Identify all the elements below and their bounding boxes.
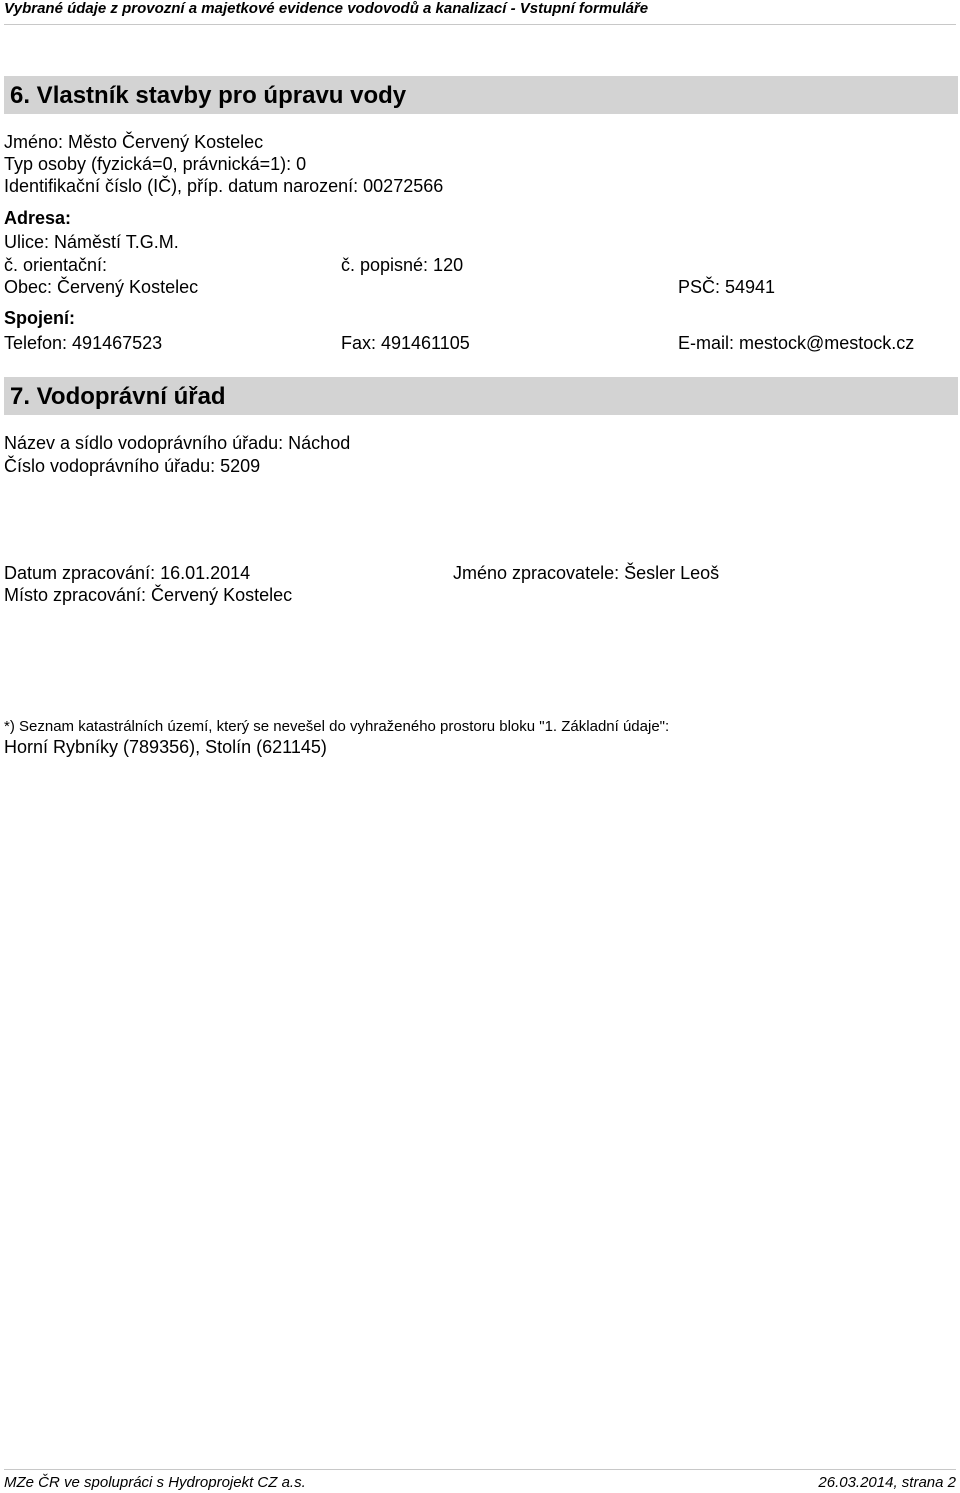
header-divider xyxy=(4,24,956,25)
owner-person-type: Typ osoby (fyzická=0, právnická=1): 0 xyxy=(4,154,307,174)
contact-email: E-mail: mestock@mestock.cz xyxy=(678,333,915,353)
address-house-number: č. popisné: 120 xyxy=(341,255,464,275)
address-label: Adresa: xyxy=(4,208,72,228)
footer-left-text: MZe ČR ve spolupráci s Hydroprojekt CZ a.s. xyxy=(4,1474,306,1491)
section-7-heading: 7. Vodoprávní úřad xyxy=(10,383,226,410)
water-office-number: Číslo vodoprávního úřadu: 5209 xyxy=(4,456,261,476)
contact-fax: Fax: 491461105 xyxy=(341,333,470,353)
section-7-band xyxy=(4,377,958,415)
processing-date: Datum zpracování: 16.01.2014 xyxy=(4,563,251,583)
section-6-heading: 6. Vlastník stavby pro úpravu vody xyxy=(10,82,407,109)
contact-phone: Telefon: 491467523 xyxy=(4,333,163,353)
processing-place: Místo zpracování: Červený Kostelec xyxy=(4,585,293,605)
cadastral-footnote: *) Seznam katastrálních území, který se nevešel do vyhraženého prostoru bloku "1. Základní údaje": xyxy=(4,718,670,735)
address-street: Ulice: Náměstí T.G.M. xyxy=(4,232,179,252)
section-6-band xyxy=(4,76,958,114)
footer-page-info: 26.03.2014, strana 2 xyxy=(818,1474,956,1491)
page-header-title: Vybrané údaje z provozní a majetkové evidence vodovodů a kanalizací - Vstupní formuláře xyxy=(4,0,649,17)
address-orientation-number: č. orientační: xyxy=(4,255,108,275)
address-municipality: Obec: Červený Kostelec xyxy=(4,277,199,297)
water-office-name: Název a sídlo vodoprávního úřadu: Náchod xyxy=(4,433,351,453)
owner-name: Jméno: Město Červený Kostelec xyxy=(4,132,264,152)
address-postal-code: PSČ: 54941 xyxy=(678,277,776,297)
owner-id-number: Identifikační číslo (IČ), příp. datum narození: 00272566 xyxy=(4,176,444,196)
cadastral-territories: Horní Rybníky (789356), Stolín (621145) xyxy=(4,737,327,757)
processor-name: Jméno zpracovatele: Šesler Leoš xyxy=(453,563,720,583)
footer-divider xyxy=(4,1469,956,1470)
contact-label: Spojení: xyxy=(4,308,75,328)
